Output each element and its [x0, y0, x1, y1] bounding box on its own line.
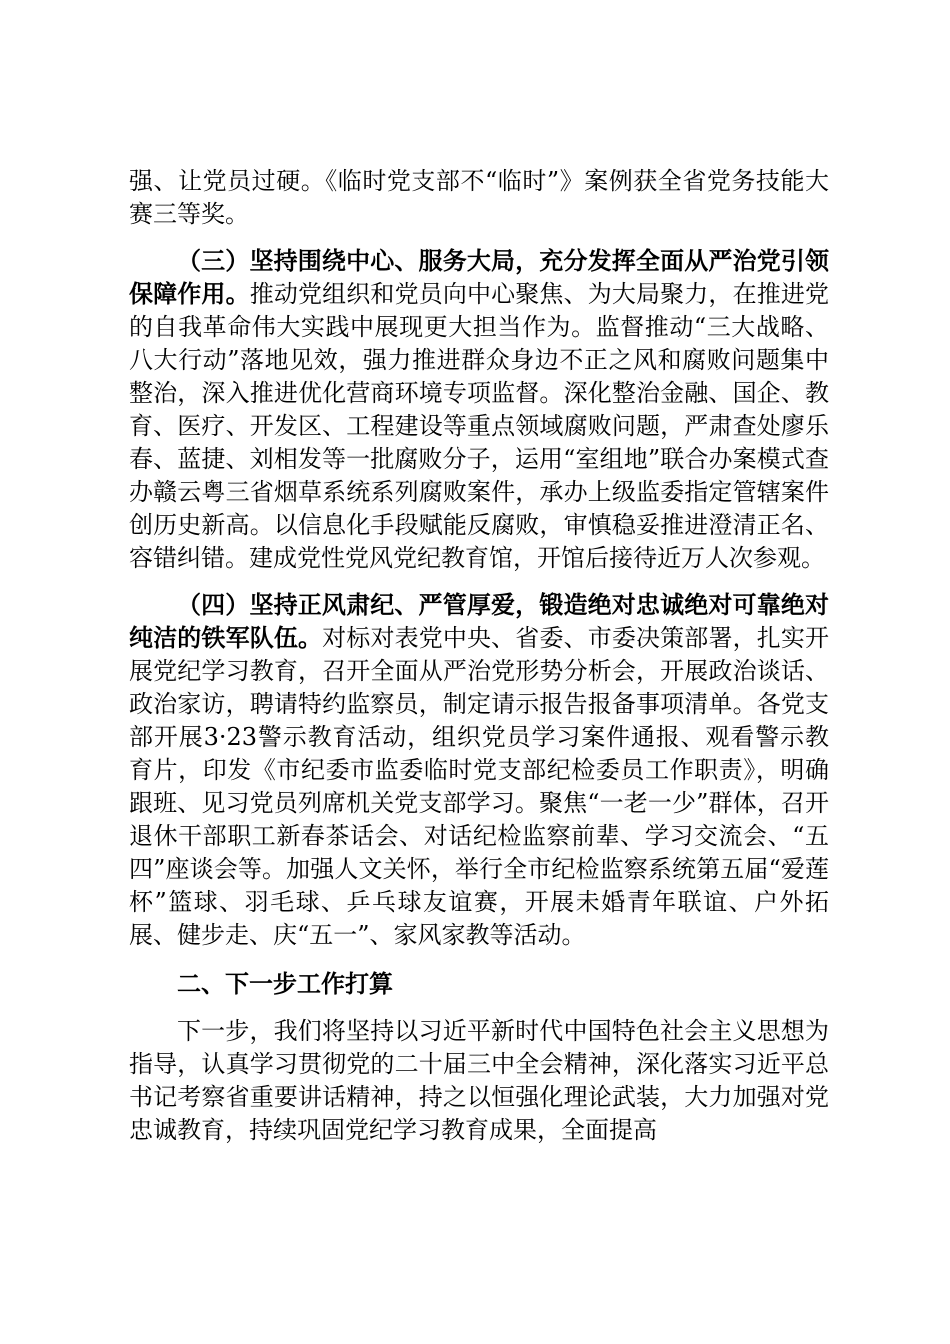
paragraph-section-4: [129, 589, 829, 952]
section-3-text: 推动党组织和党员向中心聚焦、为大局聚力，在推进党的自我革命伟大实践中展现更大担当作为。监督推动“三大战略、八大行动”落地见效，强力推进群众身边不正之风和腐败问题集中整治，深入推进优化营商环境专项监督。深化整治金融、国企、教育、医疗、开发区、工程建设等重点领域腐败问题，严肃查处廖乐春、蓝捷、刘相发等一批腐败分子，运用“室组地”联合办案模式查办赣云粤三省烟草系统系列腐败案件，承办上级监委指定管辖案件创历史新高。以信息化手段赋能反腐败，审慎稳妥推进澄清正名、容错纠错。建成党性党风党纪教育馆，开馆后接待近万人次参观。: [129, 280, 830, 572]
paragraph-continuation: [129, 165, 829, 231]
section-4-lead: （四）坚持正风肃纪、严管厚爱，锻造绝对忠诚绝对可靠绝对纯洁的铁军队伍。: [129, 591, 829, 652]
section-3-lead: （三）坚持围绕中心、服务大局，充分发挥全面从严治党引领保障作用。: [129, 247, 829, 308]
paragraph-text: 强、让党员过硬。《临时党支部不“临时”》案例获全省党务技能大赛三等奖。: [129, 167, 829, 228]
document-page: [129, 165, 829, 1147]
paragraph-section-3: [129, 245, 829, 575]
paragraph-next-steps: [129, 1015, 829, 1147]
section-4-text: 对标对表党中央、省委、市委决策部署，扎实开展党纪学习教育，召开全面从严治党形势分析会，开展政治谈话、政治家访，聘请特约监察员，制定请示报告报备事项清单。各党支部开展3·23警示教育活动，组织党员学习案件通报、观看警示教育片，印发《市纪委市监委临时党支部纪检委员工作职责》，明确跟班、见习党员列席机关党支部学习。聚焦“一老一少”群体，召开退休干部职工新春茶话会、对话纪检监察前辈、学习交流会、“五四”座谈会等。加强人文关怀，举行全市纪检监察系统第五届“爱莲杯”篮球、羽毛球、乒乓球友谊赛，开展未婚青年联谊、户外拓展、健步走、庆“五一”、家风家教等活动。: [129, 624, 830, 949]
section-heading: [129, 968, 829, 1001]
next-steps-text: 下一步，我们将坚持以习近平新时代中国特色社会主义思想为指导，认真学习贯彻党的二十届三中全会精神，深化落实习近平总书记考察省重要讲话精神，持之以恒强化理论武装，大力加强对党忠诚教育，持续巩固党纪学习教育成果，全面提高: [129, 1017, 829, 1144]
section-heading-text: 二、下一步工作打算: [177, 970, 393, 998]
